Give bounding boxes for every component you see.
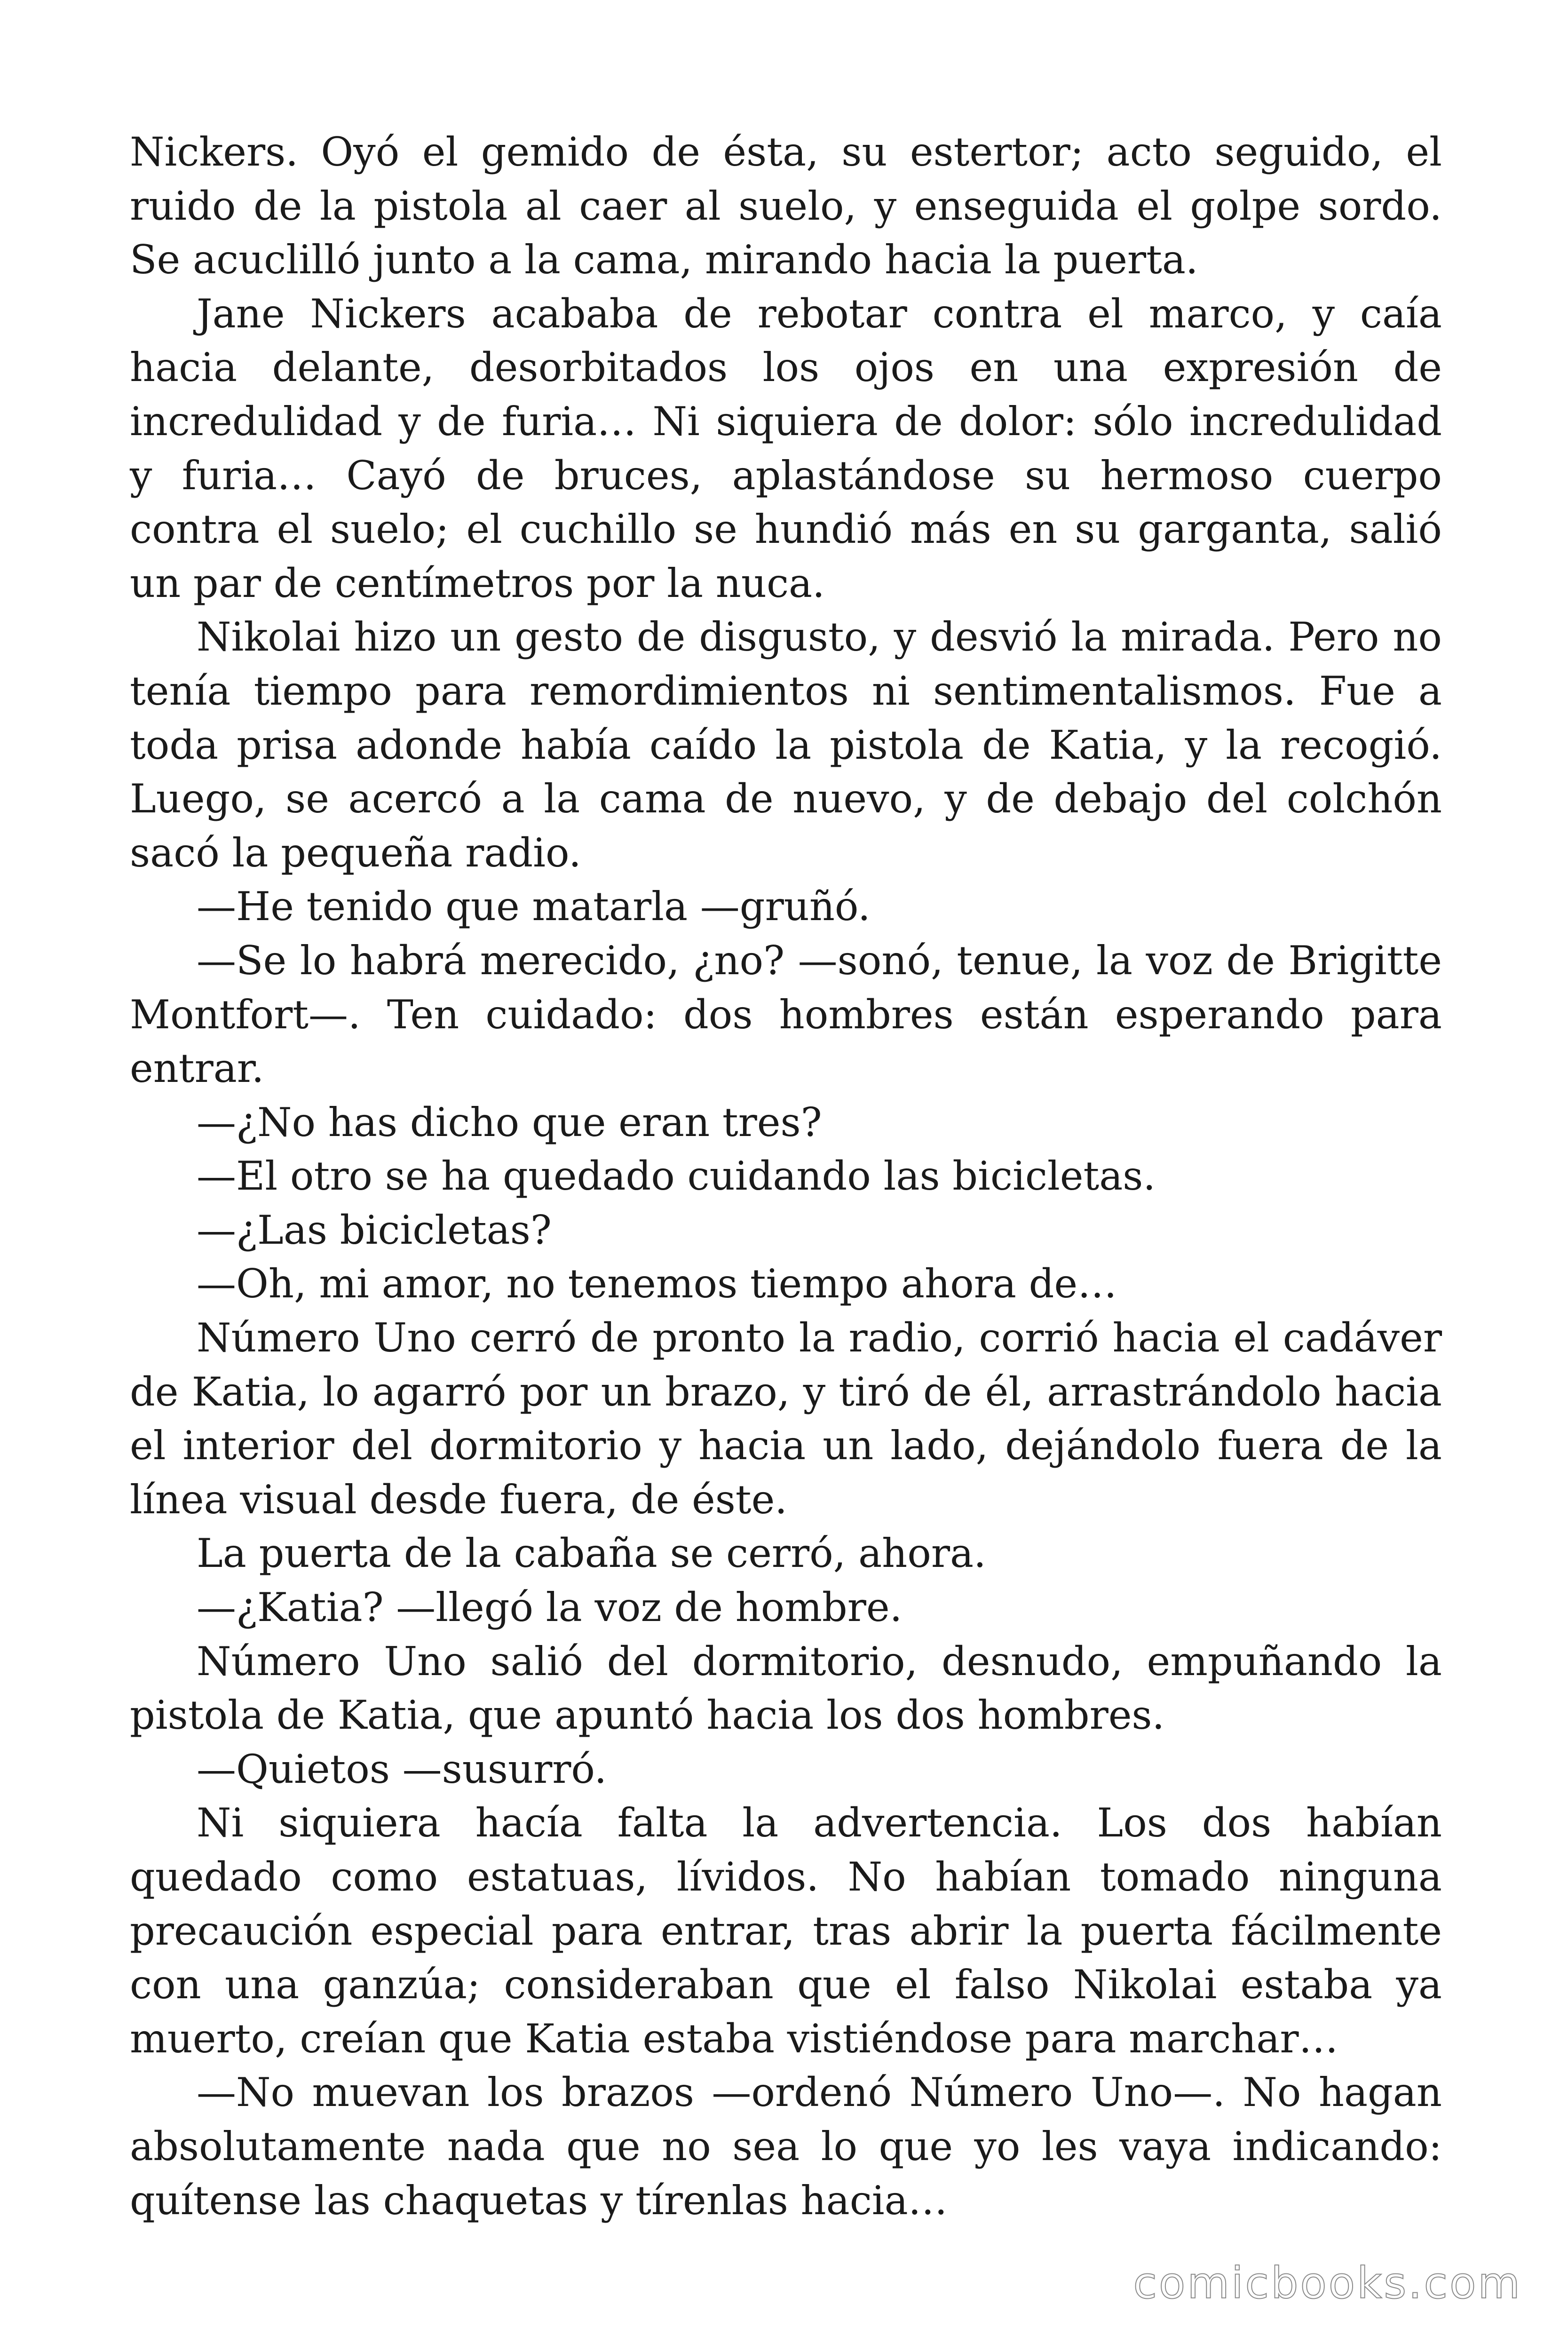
dialogue-line: —El otro se ha quedado cuidando las bicicletas.: [197, 1153, 1156, 1200]
page-text: [130, 125, 1442, 2227]
dialogue-line: —¿Las bicicletas?: [197, 1207, 552, 1253]
dialogue-line: —No muevan los brazos —ordenó Número Uno—. No hagan absolutamente nada que no sea lo que yo les vaya indicando: quítense las chaquetas y tírenlas hacia…: [130, 2069, 1442, 2224]
paragraph: La puerta de la cabaña se cerró, ahora.: [197, 1530, 986, 1577]
watermark: comicbooks.com: [1133, 2258, 1522, 2308]
dialogue-line: —¿Katia? —llegó la voz de hombre.: [197, 1584, 903, 1631]
paragraph: Nikolai hizo un gesto de disgusto, y desvió la mirada. Pero no tenía tiempo para remordimientos ni sentimentalismos. Fue a toda prisa adonde había caído la pistola de Katia, y la recogió. Luego, se acercó a la cama de nuevo, y de debajo del colchón sacó la pequeña radio.: [130, 614, 1442, 876]
paragraph: Jane Nickers acababa de rebotar contra el marco, y caía hacia delante, desorbitados los ojos en una expresión de incredulidad y de furia… Ni siquiera de dolor: sólo incredulidad y furia… Cayó de bruces, aplastándose su hermoso cuerpo contra el suelo; el cuchillo se hundió más en su garganta, salió un par de centímetros por la nuca.: [130, 290, 1442, 606]
dialogue-line: —He tenido que matarla —gruñó.: [197, 883, 871, 930]
dialogue-line: —¿No has dicho que eran tres?: [197, 1099, 822, 1145]
dialogue-line: —Quietos —susurró.: [197, 1746, 607, 1792]
paragraph: Número Uno cerró de pronto la radio, corrió hacia el cadáver de Katia, lo agarró por un brazo, y tiró de él, arrastrándolo hacia el interior del dormitorio y hacia un lado, dejándolo fuera de la línea visual desde fuera, de éste.: [130, 1315, 1442, 1523]
dialogue-line: —Se lo habrá merecido, ¿no? —sonó, tenue, la voz de Brigitte Montfort—. Ten cuidado: dos hombres están esperando para entrar.: [130, 937, 1442, 1092]
paragraph: Ni siquiera hacía falta la advertencia. Los dos habían quedado como estatuas, lívidos. No habían tomado ninguna precaución especial para entrar, tras abrir la puerta fácilmente con una ganzúa; consideraban que el falso Nikolai estaba ya muerto, creían que Katia estaba vistiéndose para marchar…: [130, 1800, 1442, 2062]
dialogue-line: —Oh, mi amor, no tenemos tiempo ahora de…: [197, 1261, 1117, 1307]
paragraph: Número Uno salió del dormitorio, desnudo, empuñando la pistola de Katia, que apuntó hacia los dos hombres.: [130, 1638, 1442, 1739]
paragraph: Nickers. Oyó el gemido de ésta, su estertor; acto seguido, el ruido de la pistola al caer al suelo, y enseguida el golpe sordo. Se acuclilló junto a la cama, mirando hacia la puerta.: [130, 129, 1442, 283]
